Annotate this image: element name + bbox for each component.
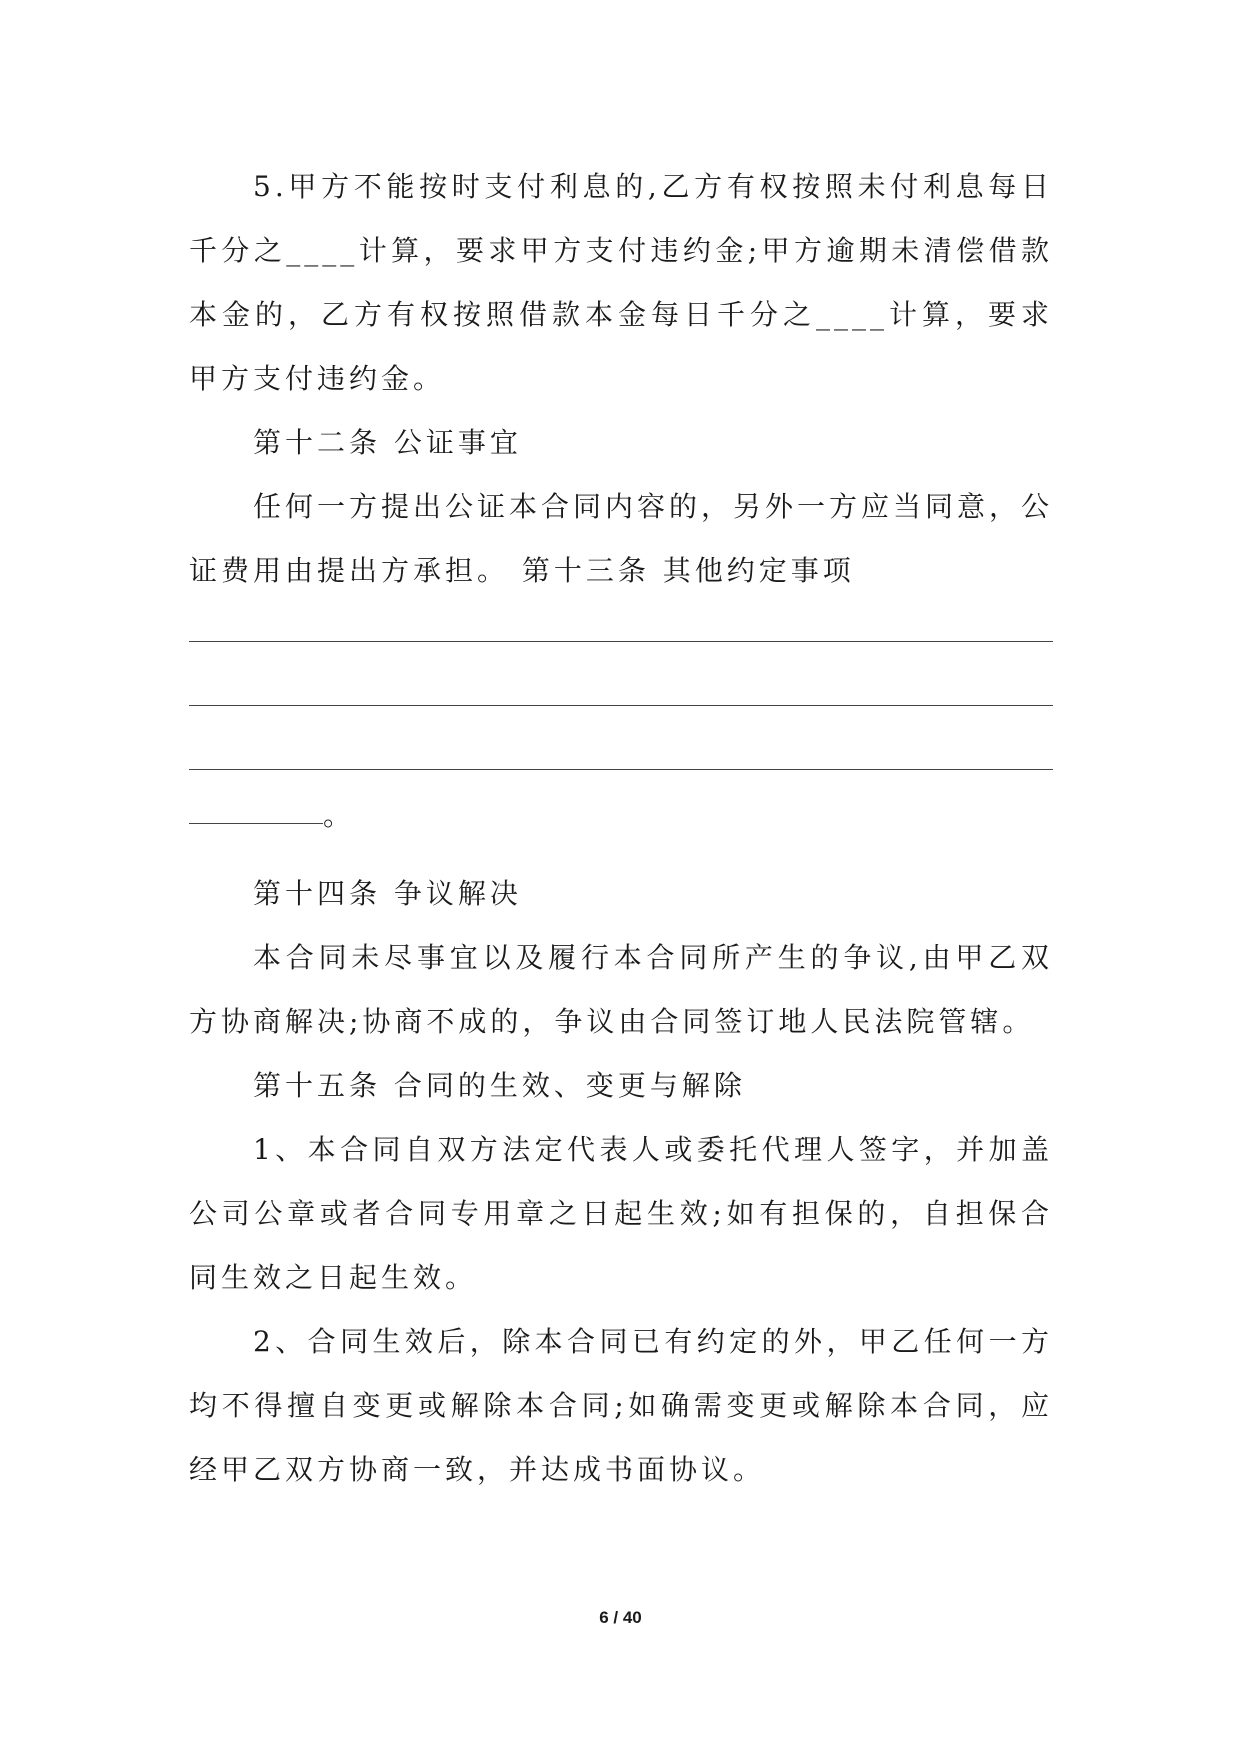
blank-line [189, 641, 1053, 642]
blank-short-line [189, 823, 323, 824]
blank-line [189, 705, 1053, 706]
section-heading-15: 第十五条 合同的生效、变更与解除 [253, 1069, 746, 1102]
blank-tail-line [189, 796, 1053, 836]
paragraph-penalty-interest: 5.甲方不能按时支付利息的,乙方有权按照未付利息每日千分之____计算，要求甲方支付违约金;甲方逾期未清偿借款本金的，乙方有权按照借款本金每日千分之____计算，要求甲方支付违约金。 [189, 170, 1053, 395]
paragraph-amendment: 2、合同生效后，除本合同已有约定的外，甲乙任何一方均不得擅自变更或解除本合同;如确需变更或解除本合同，应经甲乙双方协商一致，并达成书面协议。 [189, 1325, 1053, 1486]
blank-tail-mark: 。 [323, 799, 352, 832]
blank-fill-lines [189, 641, 1053, 770]
page-number: 6 / 40 [599, 1608, 642, 1627]
document-body [189, 155, 1053, 1502]
blank-line [189, 769, 1053, 770]
section-heading-14: 第十四条 争议解决 [253, 877, 522, 910]
paragraph-effective: 1、本合同自双方法定代表人或委托代理人签字，并加盖公司公章或者合同专用章之日起生效;如有担保的，自担保合同生效之日起生效。 [189, 1133, 1053, 1294]
paragraph-notarization: 任何一方提出公证本合同内容的，另外一方应当同意，公证费用由提出方承担。 第十三条 其他约定事项 [189, 490, 1054, 587]
section-heading-12: 第十二条 公证事宜 [253, 426, 522, 459]
paragraph-dispute: 本合同未尽事宜以及履行本合同所产生的争议,由甲乙双方协商解决;协商不成的，争议由合同签订地人民法院管辖。 [189, 941, 1053, 1038]
